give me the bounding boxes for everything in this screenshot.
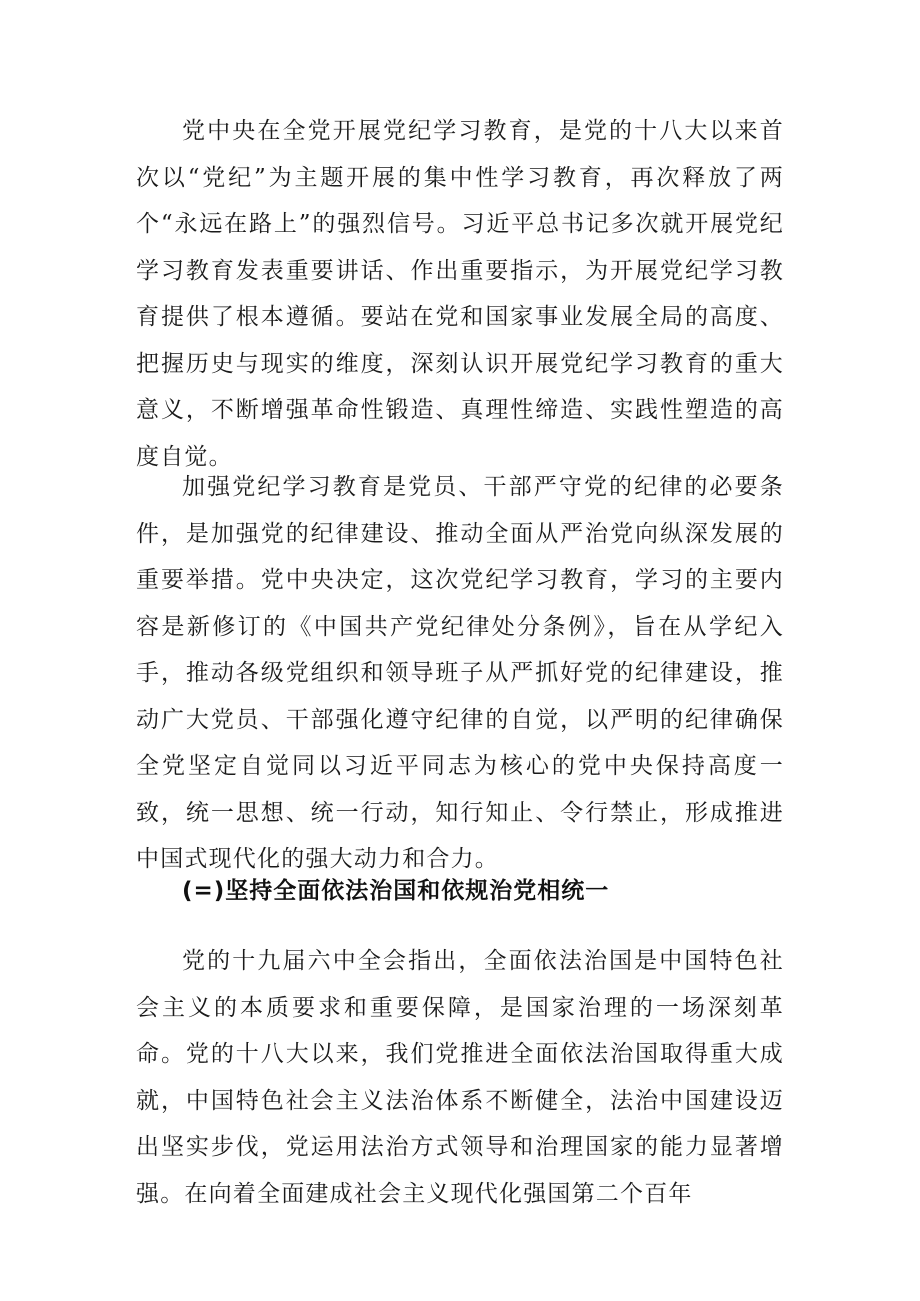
paragraph-rule-of-law: 党的十九届六中全会指出，全面依法治国是中国特色社会主义的本质要求和重要保障，是国家治理的一场深刻革命。党的十八大以来，我们党推进全面依法治国取得重大成就，中国特色社会主义法治体系不断健全，法治中国建设迈出坚实步伐，党运用法治方式领导和治理国家的能力显著增强。在向着全面建成社会主义现代化强国第二个百年 <box>136 948 784 1207</box>
section-heading: (=)坚持全面依法治国和依规治党相统一 <box>182 878 610 904</box>
paragraph-party-discipline-education: 党中央在全党开展党纪学习教育，是党的十八大以来首次以“党纪”为主题开展的集中性学习教育，再次释放了两个“永远在路上”的强烈信号。习近平总书记多次就开展党纪学习教育发表重要讲话、作出重要指示，为开展党纪学习教育提供了根本遵循。要站在党和国家事业发展全局的高度、把握历史与现实的维度，深刻认识开展党纪学习教育的重大意义，不断增强革命性锻造、真理性缔造、实践性塑造的高度自觉。 <box>136 118 784 470</box>
paragraph-strengthen-discipline-education: 加强党纪学习教育是党员、干部严守党的纪律的必要条件，是加强党的纪律建设、推动全面从严治党向纵深发展的重要举措。党中央决定，这次党纪学习教育，学习的主要内容是新修订的《中国共产党纪律处分条例》，旨在从学纪入手，推动各级党组织和领导班子从严抓好党的纪律建设，推动广大党员、干部强化遵守纪律的自觉，以严明的纪律确保全党坚定自觉同以习近平同志为核心的党中央保持高度一致，统一思想、统一行动，知行知止、令行禁止，形成推进中国式现代化的强大动力和合力。 <box>136 474 784 872</box>
